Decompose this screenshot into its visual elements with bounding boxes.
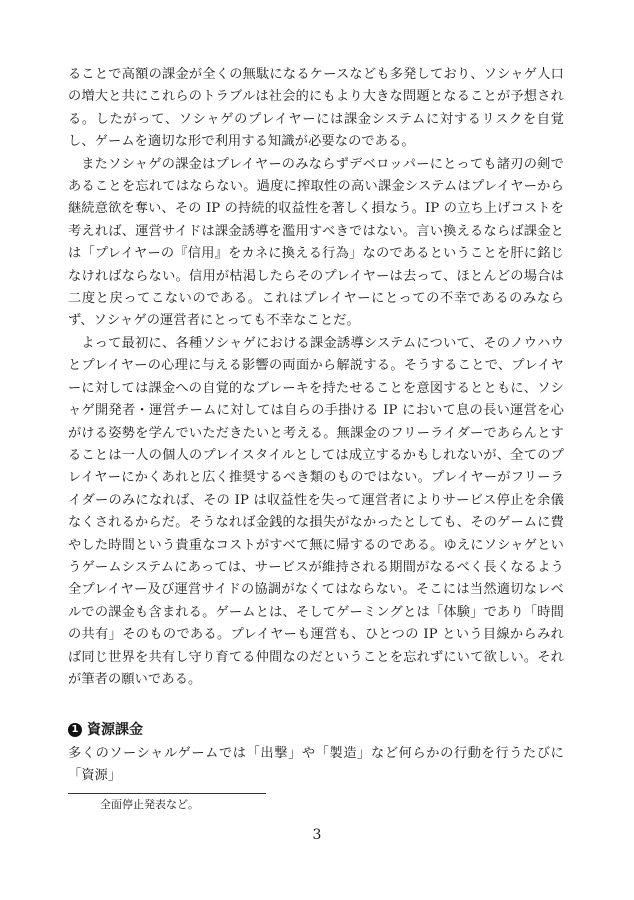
section-heading-label: 資源課金 <box>87 722 143 738</box>
paragraph-developer-risk: またソシャゲの課金はプレイヤーのみならずデベロッパーにとっても諸刃の剣であることを忘れてはならない。過度に搾取性の高い課金システムはプレイヤーから継続意欲を奪い、その IP の持続的収益性を著しく損なう。IP の立ち上げコストを考えれば、運営サイドは課金誘導を濫用すべきではない。言い換えるならば課金とは「プレイヤーの『信用』をカネに換える行為」なのであるということを肝に銘じなければならない。信用が枯渇したらそのプレイヤーは去って、ほとんどの場合は二度と戻ってこないのである。これはプレイヤーにとっての不幸であるのみならず、ソシャゲの運営者にとっても不幸なことだ。 <box>68 156 564 329</box>
section-resource-billing <box>68 719 564 788</box>
footnote: 全面停止発表など。 <box>100 798 199 811</box>
numbered-circle-icon: 1 <box>68 723 82 737</box>
section-text: 多くのソーシャルゲームでは「出撃」や「製造」など何らかの行動を行うたびに「資源」 <box>68 746 564 784</box>
body-text <box>68 64 564 691</box>
section-heading <box>68 719 564 741</box>
paragraph-purpose: よって最初に、各種ソシャゲにおける課金誘導システムについて、そのノウハウとプレイヤーの心理に与える影響の両面から解説する。そうすることで、プレイヤーに対しては課金への自覚的なブレーキを持たせることを意図するとともに、ソシャゲ開発者・運営チームに対しては自らの手掛ける IP において息の長い運営を心がける姿勢を学んでいただきたいと考える。無課金のフリーライダーであらんとすることは一人の個人のプレイスタイルとしては成立するかもしれないが、全てのプレイヤーにかくあれと広く推奨するべき類のものではない。プレイヤーがフリーライダーのみになれば、その IP は収益性を失って運営者によりサービス停止を余儀なくされるからだ。そうなれば金銭的な損失がなかったとしても、そのゲームに費やした時間という貴重なコストがすべて無に帰するのである。ゆえにソシャゲというゲームシステムにあっては、サービスが維持される期間がなるべく長くなるよう全プレイヤー及び運営サイドの協調がなくてはならない。そこには当然適切なレベルでの課金も含まれる。ゲームとは、そしてゲーミングとは「体験」であり「時間の共有」そのものである。プレイヤーも運営も、ひとつの IP という目線からみれば同じ世界を共有し守り育てる仲間なのだということを忘れずにいて欲しい。それが筆者の願いである。 <box>68 335 564 687</box>
paragraph-continued: ることで高額の課金が全くの無駄になるケースなども多発しており、ソシャゲ人口の増大と共にこれらのトラブルは社会的にもより大きな問題となることが予想される。したがって、ソシャゲのプレイヤーには課金システムに対するリスクを自覚し、ゲームを適切な形で利用する知識が必要なのである。 <box>68 67 564 150</box>
page-number: 3 <box>312 827 322 843</box>
footnote-divider <box>68 793 266 794</box>
